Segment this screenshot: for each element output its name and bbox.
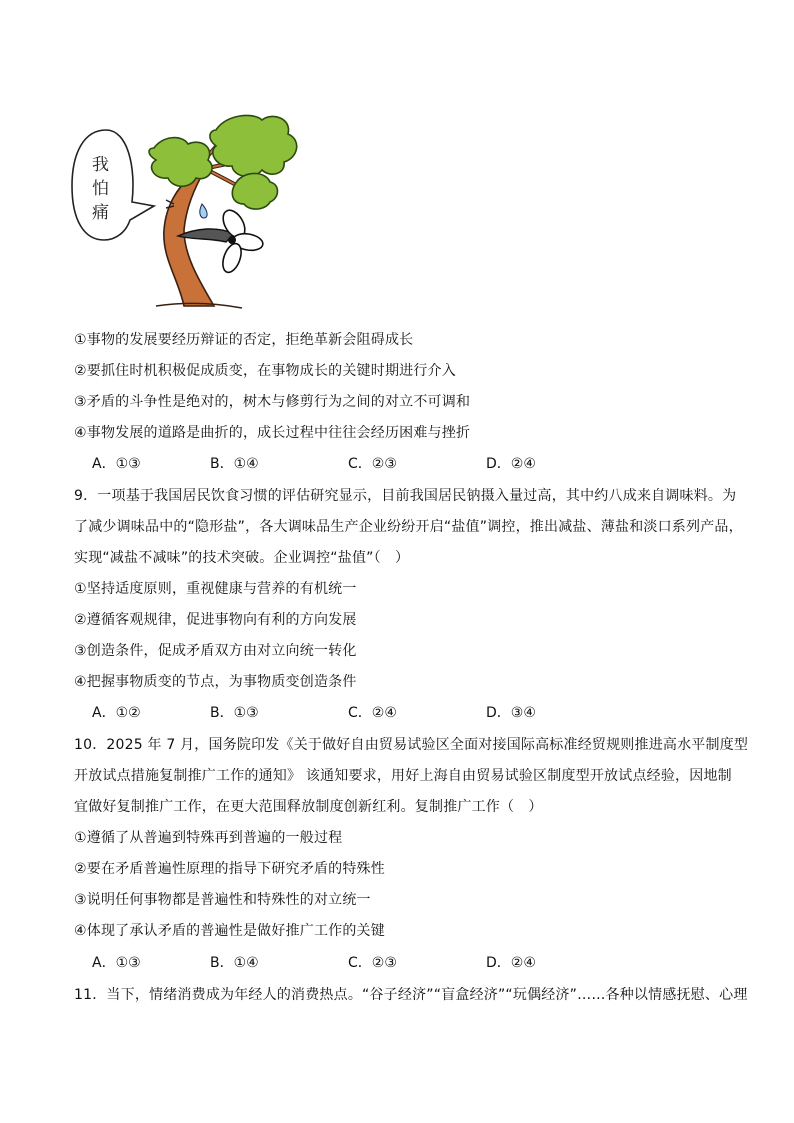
q9-stem-line-1: 9．一项基于我国居民饮食习惯的评估研究显示，目前我国居民钠摄入量过高，其中约八成来自调味料。为 [74, 488, 737, 504]
q9-option-a[interactable]: A．①② [92, 705, 141, 721]
q10-statement-3: ③说明任何事物都是普遍性和特殊性的对立统一 [74, 892, 371, 908]
q8-statement-1: ①事物的发展要经历辩证的否定，拒绝革新会阻碍成长 [74, 332, 414, 348]
speech-bubble [72, 130, 154, 240]
q10-option-b[interactable]: B．①④ [210, 955, 259, 971]
q8-statement-3: ③矛盾的斗争性是绝对的，树木与修剪行为之间的对立不可调和 [74, 394, 471, 410]
q9-option-c[interactable]: C．②④ [348, 705, 397, 721]
q9-option-b[interactable]: B．①③ [210, 705, 259, 721]
q8-option-b[interactable]: B．①④ [210, 456, 259, 472]
q9-statement-2: ②遵循客观规律，促进事物向有利的方向发展 [74, 612, 357, 628]
q8-options [92, 454, 612, 474]
q9-statement-4: ④把握事物质变的节点，为事物质变创造条件 [74, 674, 357, 690]
q8-option-d[interactable]: D．②④ [486, 456, 536, 472]
tree-pruning-cartoon [66, 108, 306, 313]
q9-option-d[interactable]: D．③④ [486, 705, 536, 721]
speech-char-2: 怕 [92, 179, 109, 199]
q10-statement-1: ①遵循了从普遍到特殊再到普遍的一般过程 [74, 830, 343, 846]
speech-char-3: 痛 [92, 203, 109, 223]
q8-option-a[interactable]: A．①③ [92, 456, 141, 472]
q10-option-a[interactable]: A．①③ [92, 955, 141, 971]
q10-stem-line-2: 开放试点措施复制推广工作的通知》 该通知要求，用好上海自由贸易试验区制度型开放试点经验，因地制 [74, 768, 732, 784]
q8-statement-4: ④事物发展的道路是曲折的，成长过程中往往会经历困难与挫折 [74, 425, 471, 441]
q10-stem-line-3: 宜做好复制推广工作，在更大范围释放制度创新红利。复制推广工作（ ） [74, 799, 543, 815]
q10-statement-4: ④体现了承认矛盾的普遍性是做好推广工作的关键 [74, 923, 385, 939]
q10-option-c[interactable]: C．②③ [348, 955, 397, 971]
q10-options [92, 953, 612, 973]
q10-option-d[interactable]: D．②④ [486, 955, 536, 971]
q11-stem-line-1: 11．当下，情绪消费成为年经人的消费热点。“谷子经济”“盲盒经济”“玩偶经济”……各种以情感抚慰、心理 [74, 987, 748, 1003]
q8-option-c[interactable]: C．②③ [348, 456, 397, 472]
sweat-drop-icon [200, 204, 207, 218]
speech-char-1: 我 [92, 155, 109, 175]
q9-stem-line-2: 了减少调味品中的“隐形盐”，各大调味品生产企业纷纷开启“盐值”调控，推出减盐、薄盐和淡口系列产品， [74, 519, 743, 535]
q8-statement-2: ②要抓住时机积极促成质变，在事物成长的关键时期进行介入 [74, 363, 456, 379]
tree-foliage [210, 115, 297, 176]
q9-options [92, 703, 612, 723]
q9-stem-line-3: 实现“减盐不减味”的技术突破。企业调控“盐值”（ ） [74, 550, 410, 566]
q9-statement-1: ①坚持适度原则，重视健康与营养的有机统一 [74, 581, 357, 597]
q9-statement-3: ③创造条件，促成矛盾双方由对立向统一转化 [74, 643, 357, 659]
q10-statement-2: ②要在矛盾普遍性原理的指导下研究矛盾的特殊性 [74, 861, 385, 877]
q10-stem-line-1: 10．2025 年 7 月，国务院印发《关于做好自由贸易试验区全面对接国际高标准经贸规则推进高水平制度型 [74, 737, 749, 753]
